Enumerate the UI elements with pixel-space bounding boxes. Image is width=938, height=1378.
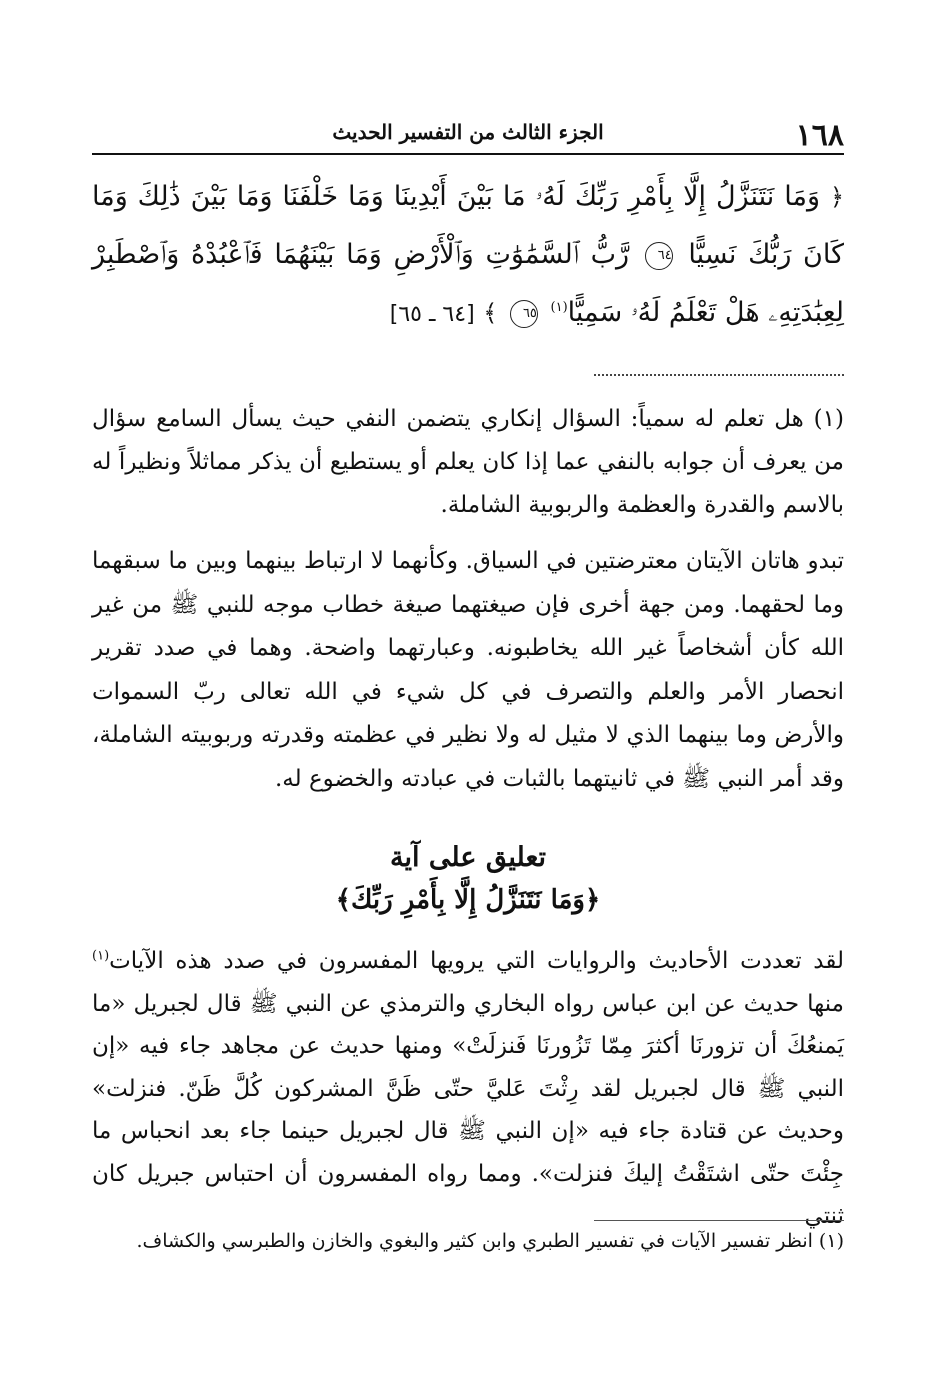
section-heading <box>92 838 844 922</box>
footnote-rule <box>594 1220 844 1221</box>
verse-number-marker-64: ٦٤ <box>645 242 673 270</box>
close-ornament: ﴾ <box>483 299 498 327</box>
heading-title: تعليق على آية <box>390 842 546 873</box>
verse-line-2a: رَبُّكَ نَسِيًّا <box>688 239 792 270</box>
commentary-footnote: (١) هل تعلم له سمياً: السؤال إنكاري يتضمن النفي حيث يسأل السامع سؤال من يعرف أن جوابه بالنفي عما إذا كان يعلم أو يستطيع أن يذكر مماثلاً ونظيراً له بالاسم والقدرة والعظمة والربوبية الشاملة. <box>92 406 844 518</box>
main-paragraph <box>92 940 844 1238</box>
page-footnote: (١) انظر تفسير الآيات في تفسير الطبري وابن كثير والبغوي والخازن والطبرسي والكشاف. <box>136 1230 844 1252</box>
dotted-separator <box>594 374 844 376</box>
footnote-ref: (١) <box>92 948 110 964</box>
header-rule <box>92 153 844 155</box>
footnote-ref: (١) <box>550 300 568 315</box>
context-paragraph: تبدو هاتان الآيتان معترضتين في السياق. وكأنهما لا ارتباط بينهما وبين ما سبقهما وما لحقهما. ومن جهة أخرى فإن صيغتهما صيغة خطاب موجه للنبي ﷺ من غير الله كأن أشخاصاً غير الله يخاطبونه. وعبارتهما واضحة. وهما في صدد تقرير انحصار الأمر والعلم والتصرف في كل شيء في الله تعالى ربّ السموات والأرض وما بينهما الذي لا مثيل له ولا نظير في عظمته وقدرته وربوبيته الشاملة، وقد أمر النبي ﷺ في ثانيتهما بالثبات في عبادته والخضوع له. <box>92 548 844 792</box>
running-title: الجزء الثالث من التفسير الحديث <box>332 120 604 144</box>
verse-line-3: سَمِيًّا <box>567 297 623 328</box>
verse-line-1: وَمَا نَتَنَزَّلُ إِلَّا بِأَمْرِ رَبِّكَ لَهُۥ مَا بَيْنَ أَيْدِينَا وَمَا خَلْفَنَا وَمَا بَيْنَ ذَٰلِكَ وَمَا كَانَ <box>92 181 844 270</box>
heading-verse: ﴿وَمَا نَتَنَزَّلُ إِلَّا بِأَمْرِ رَبِّكَ﴾ <box>335 885 601 915</box>
verse-number-marker-65: ٦٥ <box>510 300 538 328</box>
open-ornament: ﴿ <box>829 183 845 211</box>
main-paragraph-part1: لقد تعددت الأحاديث والروايات التي يرويها المفسرون في صدد هذه الآيات <box>109 948 844 974</box>
page-header <box>92 112 844 152</box>
verse-range: [٦٤ ـ ٦٥] <box>389 302 475 327</box>
main-paragraph-part2: منها حديث عن ابن عباس رواه البخاري والترمذي عن النبي ﷺ قال لجبريل «ما يَمنعُكَ أن تزورنَا أكثرَ مِمّا تَزُورنَا فَنزلَتْ» ومنها حديث عن مجاهد جاء فيه «إن النبي ﷺ قال لجبريل لقد رِثْتَ عَليَّ حتّى ظَنَّ المشركون كُلَّ ظَنّ. فنزلت» وحديث عن قتادة جاء فيه «إن النبي ﷺ قال لجبريل حينما جاء بعد انحباس ما جِئْتَ حتّى اشتَقْتُ إليكَ فنزلت». ومما رواه المفسرون أن احتباس جبريل كان ثنتي <box>92 990 844 1229</box>
page-number: ١٦٨ <box>795 118 844 153</box>
quran-verses <box>92 168 844 344</box>
verse-line-2b: رَّبُّ ٱلسَّمَٰوَٰتِ وَٱلْأَرْضِ وَمَا بَيْنَهُمَا فَٱعْبُدْهُ وَٱصْطَبِرْ لِعِبَٰدَتِهِۦ هَلْ تَعْلَمُ لَهُۥ <box>92 239 844 328</box>
